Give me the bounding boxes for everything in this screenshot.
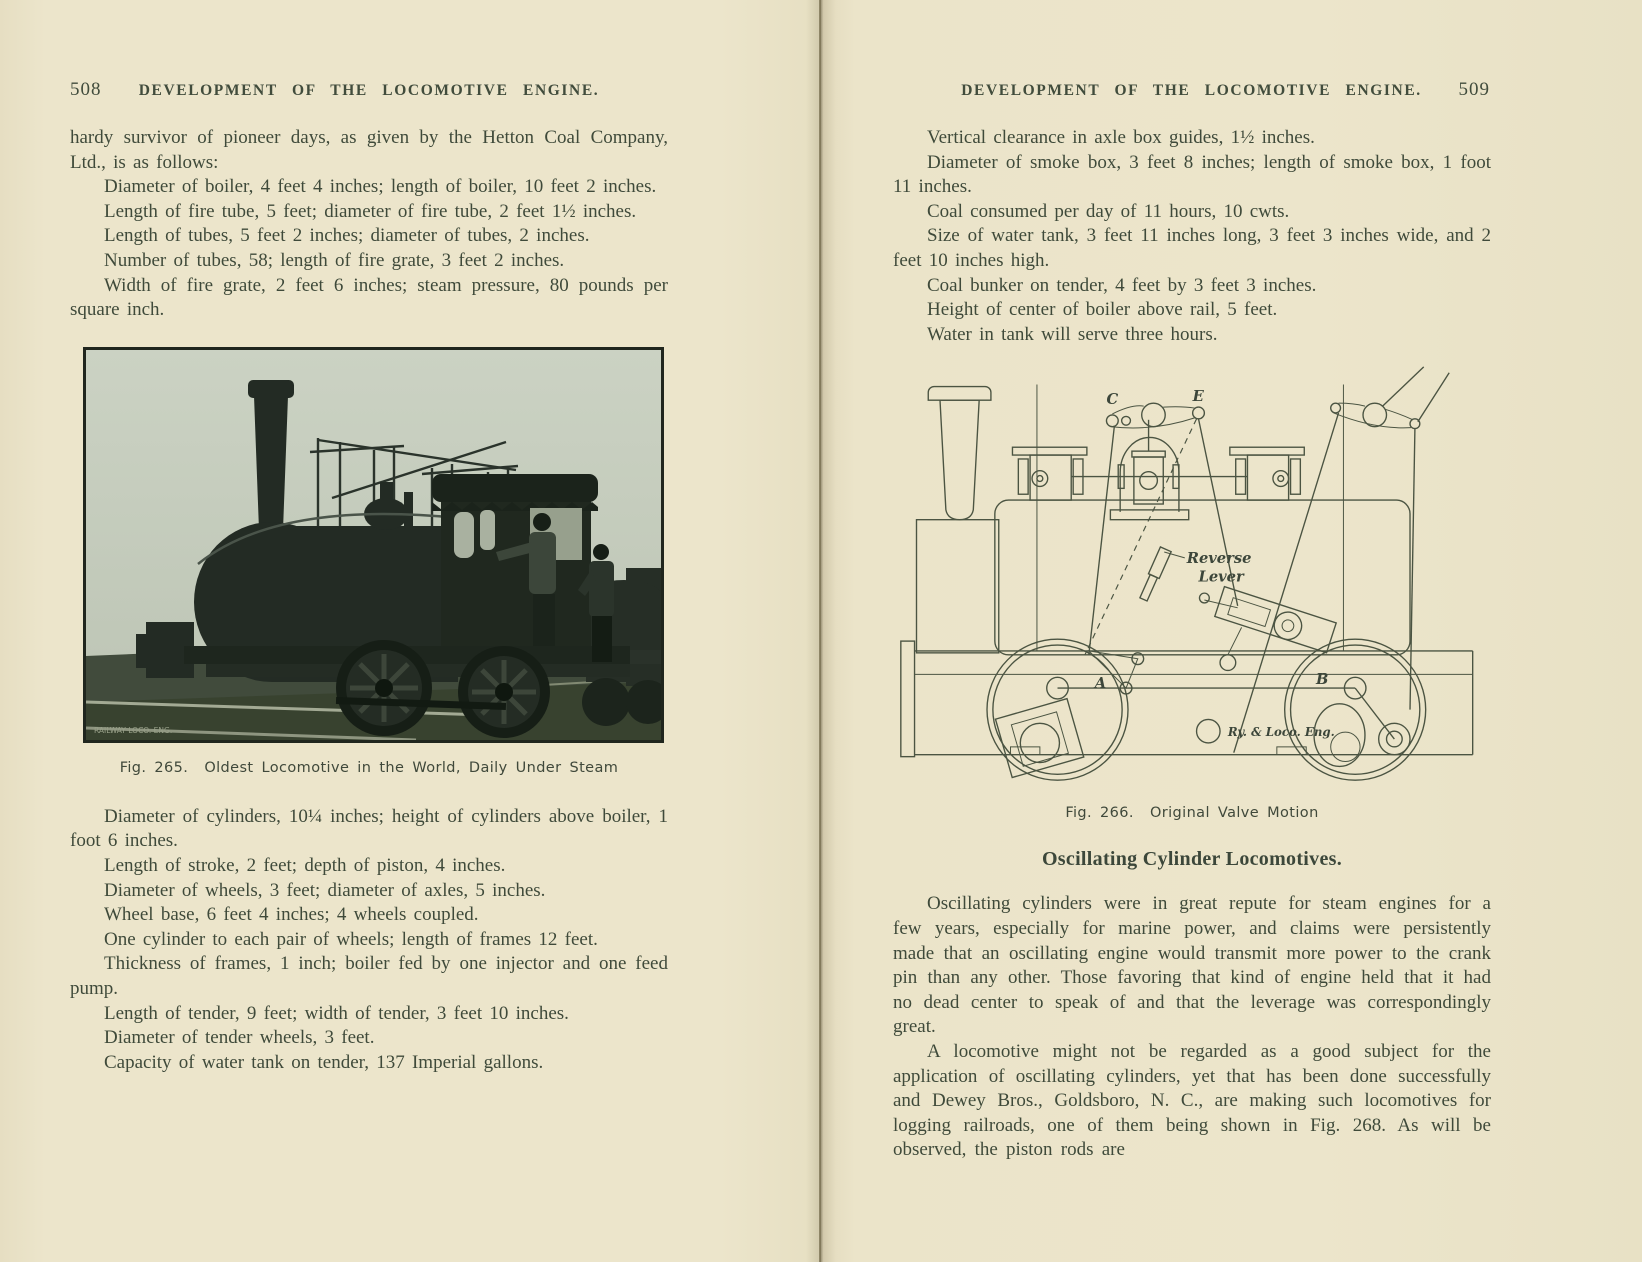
diagram-label-e: E <box>1192 388 1204 406</box>
running-head-left <box>0 82 818 106</box>
page-right <box>820 0 1642 1262</box>
diagram-rocker-right <box>1331 404 1420 429</box>
spec-line: Thickness of frames, 1 inch; boiler fed by one injector and one feed pump. <box>70 953 668 999</box>
spec-line: Diameter of wheels, 3 feet; diameter of axles, 5 inches. <box>104 879 546 901</box>
diagram-label-c: C <box>1106 391 1119 409</box>
figure-265-caption <box>70 760 668 776</box>
page-left <box>0 0 818 1262</box>
section-heading: Oscillating Cylinder Locomotives. <box>1041 848 1343 871</box>
spec-line: Width of fire grate, 2 feet 6 inches; steam pressure, 80 pounds per square inch. <box>70 274 668 321</box>
diagram-credit: Ry. & Loco. Eng. <box>1227 725 1335 740</box>
book-gutter-line <box>819 0 821 1262</box>
text-column-left <box>70 126 668 1075</box>
running-head-right <box>820 82 1642 106</box>
diagram-left-wheel <box>987 639 1144 780</box>
photo-watermark: RAILWAY LOCO. ENG. <box>94 725 173 735</box>
spec-line: Wheel base, 6 feet 4 inches; 4 wheels coupled. <box>104 904 479 926</box>
figure-265-title: Oldest Locomotive in the World, Daily Under Steam <box>204 759 619 776</box>
specs-after-figure <box>70 805 668 1076</box>
spec-line: Diameter of boiler, 4 feet 4 inches; length of boiler, 10 feet 2 inches. <box>104 176 657 198</box>
photo-chimney <box>254 396 288 530</box>
spec-line: Length of tender, 9 feet; width of tender, 3 feet 10 inches. <box>104 1002 569 1024</box>
locomotive-photograph <box>83 347 664 743</box>
diagram-dome-valve <box>1071 420 1247 520</box>
figure-266-caption <box>893 805 1491 821</box>
spec-line: Diameter of cylinders, 10¼ inches; height of cylinders above boiler, 1 foot 6 inches. <box>70 805 668 852</box>
diagram-chimney <box>917 387 999 653</box>
spec-line: Number of tubes, 58; length of fire grate, 3 feet 2 inches. <box>104 249 565 271</box>
diagram-left-cylinder <box>1012 448 1086 501</box>
spec-line: Length of fire tube, 5 feet; diameter of fire tube, 2 feet 1½ inches. <box>104 200 637 222</box>
reverse-lever-label-2: Lever <box>1198 568 1244 586</box>
body-text-right <box>893 892 1491 1163</box>
diagram-label-a: A <box>1094 675 1107 693</box>
figure-265-label: Fig. 265. <box>119 759 189 776</box>
running-title-left: DEVELOPMENT OF THE LOCOMOTIVE ENGINE. <box>138 82 600 99</box>
running-title-right: DEVELOPMENT OF THE LOCOMOTIVE ENGINE. <box>961 82 1422 99</box>
valve-motion-diagram <box>893 363 1505 788</box>
page-number-left: 508 <box>70 79 102 100</box>
spec-line: Vertical clearance in axle box guides, 1½ inches. <box>927 127 1315 148</box>
diagram-label-b: B <box>1316 671 1329 689</box>
spec-line: Coal bunker on tender, 4 feet by 3 feet 3 inches. <box>927 274 1317 296</box>
spec-line: Water in tank will serve three hours. <box>927 323 1218 345</box>
paragraph: hardy survivor of pioneer days, as given by the Hetton Coal Company, Ltd., is as follows: <box>70 127 668 173</box>
diagram-right-cylinder <box>1230 448 1304 501</box>
figure-266-title: Original Valve Motion <box>1149 805 1319 822</box>
spec-line: Length of stroke, 2 feet; depth of piston, 4 inches. <box>104 854 506 876</box>
diagram-reverse-lever <box>1138 547 1185 602</box>
spec-line: Height of center of boiler above rail, 5 feet. <box>927 299 1278 321</box>
spec-line: Size of water tank, 3 feet 11 inches long, 3 feet 3 inches wide, and 2 feet 10 inches high. <box>893 225 1491 271</box>
spec-line: Length of tubes, 5 feet 2 inches; diameter of tubes, 2 inches. <box>104 225 590 247</box>
spec-line: Diameter of smoke box, 3 feet 8 inches; length of smoke box, 1 foot 11 inches. <box>893 151 1491 198</box>
spec-line: Capacity of water tank on tender, 137 Imperial gallons. <box>104 1051 544 1073</box>
spec-line: Coal consumed per day of 11 hours, 10 cwts. <box>927 200 1290 222</box>
spec-line: Diameter of tender wheels, 3 feet. <box>104 1027 375 1049</box>
page-number-right: 509 <box>1458 79 1490 100</box>
figure-266-label: Fig. 266. <box>1065 805 1134 822</box>
diagram-rocker-left <box>1106 404 1204 429</box>
diagram-credit-pin <box>1197 720 1221 744</box>
text-column-right <box>893 126 1491 1163</box>
diagram-right-wheel <box>1285 639 1426 780</box>
paragraph: Oscillating cylinders were in great repute for steam engines for a few years, especially for marine power, and claims were persistently made that an oscillating engine would transmit more power to the crank pin than any other. Those favoring that kind of engine held that it had no dead center to speak of and that the leverage was correspondingly great. <box>893 893 1491 1038</box>
spec-line: One cylinder to each pair of wheels; length of frames 12 feet. <box>104 928 598 950</box>
reverse-lever-label-1: Reverse <box>1186 550 1252 568</box>
paragraph: A locomotive might not be regarded as a good subject for the application of oscillating cylinders, yet that has been done successfully and Dewey Bros., Goldsboro, N. C., are making such locomotives for logging railroads, one of them being shown in Fig. 268. As will be observed, the piston rods are <box>893 1040 1491 1161</box>
